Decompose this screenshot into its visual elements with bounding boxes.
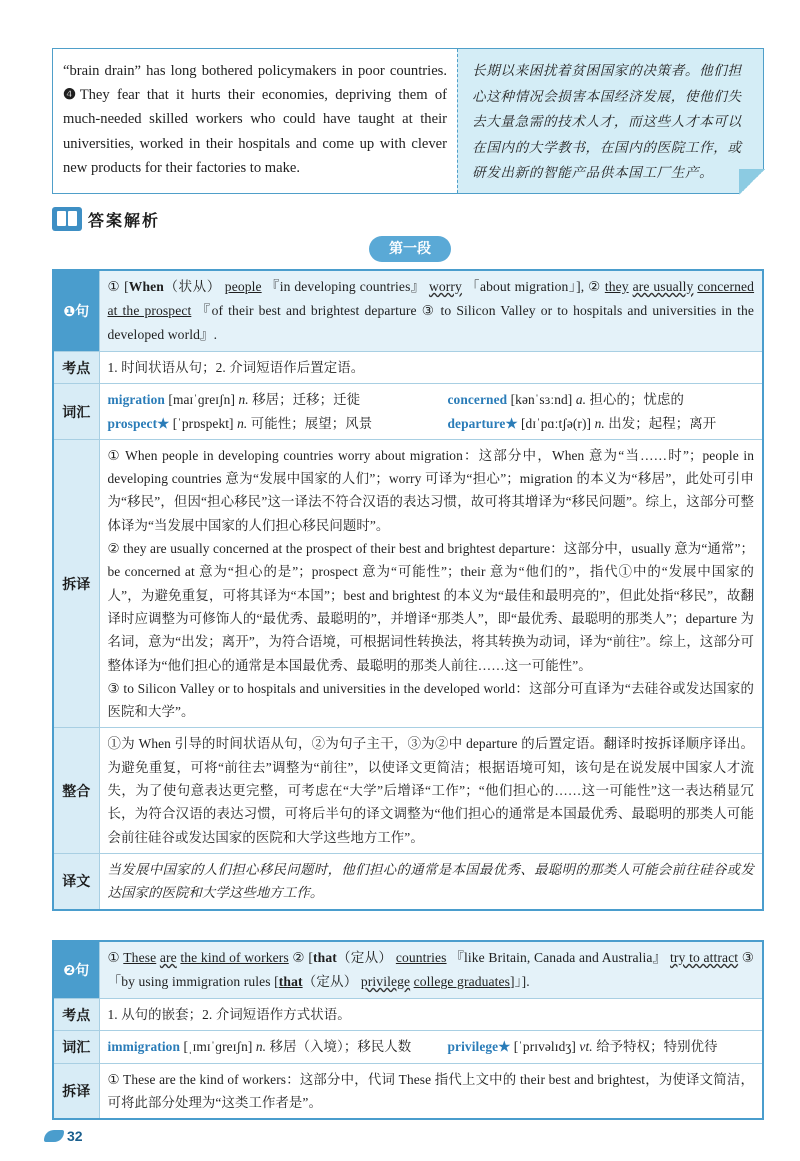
prep-object: at the prospect — [107, 303, 192, 318]
passage-box — [52, 48, 764, 194]
passage-en-rest: They fear that it hurts their economies, depriving them of much-needed skilled workers who could have taught at their universities, worked in their hospitals and come up with clever new products for their factories to make. — [63, 87, 447, 176]
vocab-pos: n. — [594, 415, 605, 431]
chaiyi-part-1: ① These are the kind of workers：这部分中，代词 These 指代上文中的 their best and brightest，为使译文简洁，可将此部分处理为“这类工作者是”。 — [99, 1063, 763, 1119]
section-header — [52, 206, 160, 232]
attributive-phrase: 『in developing countries』 — [265, 279, 426, 294]
table-row — [53, 941, 763, 999]
bracket-text: ③「by using immigration rules [ — [107, 950, 755, 989]
vocab-word: immigration — [107, 1039, 181, 1055]
vocab-word: prospect — [107, 415, 158, 431]
vocab-entry — [108, 1035, 448, 1058]
vocab-phonetic: [maɪˈɡreɪʃn] — [168, 392, 236, 408]
sentence-1-structure — [99, 270, 763, 352]
subject-these: These — [123, 950, 157, 965]
vocab-phonetic: [ˈprɪvəlɪdʒ] — [513, 1039, 576, 1055]
table-row — [53, 270, 763, 352]
prep-phrase: 「about migration」 — [465, 279, 577, 294]
chaiyi-label: 拆译 — [53, 1063, 99, 1119]
verb-are: are usually — [632, 279, 694, 294]
table-row — [53, 352, 763, 384]
kaodian-text: 1. 从句的嵌套；2. 介词短语作方式状语。 — [99, 999, 763, 1031]
vocab-pos: n. — [237, 415, 248, 431]
vocab-entry — [108, 388, 448, 411]
chaiyi-part-1: ① When people in developing countries worry about migration：这部分中，When 意为“当……时”；people in developing countries 意为“发展中国家的人们”；worry 可译为“担心”；migration 的本义为“移居”，此处可引申为“移民”，但因“担心移民”这一译法不符合汉语的表达习惯，故可将其增译为“移民问题”。综上，这部分可整体译为“当发展中国家的人们担心移民问题时”。 — [107, 447, 754, 533]
table-row — [53, 999, 763, 1031]
passage-chinese — [457, 49, 763, 193]
table-row — [53, 853, 763, 909]
chaiyi-part-2: ② they are usually concerned at the prospect of their best and brightest departure：这部分中，usually 意为“通常”；be concerned at 意为“担心的是”；prospect 意为“可能性”；their 意为“他们的”，指代①中的“发展中国家的人”，为避免重复，可将其译为“本国”；best and brightest 的本义为“最佳和最明亮的”，但此处指“移民”，故翻译时应调整为可修饰人的“最优秀、最聪明的”，并增译“那类人”，即“最优秀、最聪明的那类人”；departure 为名词，意为“出发；离开”，为符合语境，可根据词性转换法，将其转换为动词，译为“前往”。综上，这部分可整体译为“他们担心的通常是本国最优秀、最聪明的那类人前往……这一可能性”。 — [107, 541, 754, 673]
vocab-def: 给予特权；特别优待 — [596, 1039, 718, 1055]
star-icon: ★ — [157, 415, 170, 431]
vocab-pos: n. — [238, 392, 249, 408]
star-icon: ★ — [505, 415, 518, 431]
page-fold-decoration — [739, 169, 765, 195]
star-icon: ★ — [498, 1039, 511, 1055]
subject-countries: countries — [395, 950, 447, 965]
vocab-row — [108, 412, 755, 435]
predicative-concerned: concerned — [697, 279, 755, 294]
vocab-entry — [108, 412, 448, 435]
kaodian-label: 考点 — [53, 999, 99, 1031]
table-row — [53, 1031, 763, 1063]
verb-try: try to attract — [670, 950, 739, 965]
bracket-text: ]」]. — [510, 974, 530, 989]
vocab-entry — [448, 388, 684, 411]
section-title: 答案解析 — [88, 210, 161, 230]
attributive-phrase: 『like Britain, Canada and Australia』 — [450, 950, 667, 965]
vocab-row — [108, 388, 755, 411]
subject-people: people — [224, 279, 262, 294]
page-number-text: 32 — [67, 1128, 83, 1144]
table-row — [53, 384, 763, 440]
chaiyi-label: 拆译 — [53, 439, 99, 728]
sentence-2-structure — [99, 941, 763, 999]
object-graduates: college graduates — [413, 974, 511, 989]
vocab-word: departure — [447, 415, 506, 431]
bracket-text: ], ② — [576, 279, 601, 294]
vocab-label: 词汇 — [53, 1031, 99, 1063]
predicative: the kind of workers — [180, 950, 289, 965]
vocab-pos: n. — [255, 1039, 267, 1055]
vocab-def: 担心的；忧虑的 — [589, 392, 684, 408]
vocab-phonetic: [ˈprɒspekt] — [172, 415, 234, 431]
period: . — [213, 327, 218, 342]
vocab-phonetic: [ˌɪmɪˈɡreɪʃn] — [183, 1039, 253, 1055]
vocab-def: 移居；迁移；迁徙 — [252, 392, 361, 408]
chaiyi-cell — [99, 439, 763, 728]
marker: ① — [107, 950, 120, 965]
conjunction-when: When — [128, 279, 164, 294]
sentence-2-label: ❷句 — [53, 941, 99, 999]
vocab-def: 可能性；展望；风景 — [250, 415, 373, 431]
zhenghe-text: ①为 When 引导的时间状语从句，②为句子主干，③为②中 departure 的后置定语。翻译时按拆译顺序译出。为避免重复，可将“前往去”调整为“前往”，以使译文更简洁；根据语境可知，该句是在说发展中国家人才流失，为了使句意表达更完整，可考虑在“大学”后增译“工作”；“他们担心的……这一可能性”这一表达稍显冗长，为符合汉语的表达习惯，可将后半句的译文调整为“他们担心的通常是本国最优秀、最聪明的那类人可能会前往硅谷或发达国家的医院和大学这些地方工作”。 — [99, 728, 763, 853]
table-row — [53, 1063, 763, 1119]
sentence-2-analysis-table — [52, 940, 764, 1120]
page-number — [44, 1128, 83, 1144]
vocab-word: privilege — [447, 1039, 499, 1055]
subject-they: they — [604, 279, 629, 294]
vocab-cell — [99, 384, 763, 440]
vocab-row — [108, 1035, 755, 1058]
vocab-label: 词汇 — [53, 384, 99, 440]
zhenghe-label: 整合 — [53, 728, 99, 853]
paragraph-label: 第一段 — [369, 236, 451, 262]
chaiyi-part-3: ③ to Silicon Valley or to hospitals and universities in the developed world：这部分可直译为“去硅谷或发达国家的医院和大学”。 — [107, 680, 754, 720]
vocab-pos: a. — [575, 392, 587, 408]
vocab-phonetic: [kənˈsɜːnd] — [510, 392, 573, 408]
clause-tag: （状从） — [163, 279, 221, 294]
vocab-entry — [448, 412, 717, 435]
verb-privilege: privilege — [360, 974, 411, 989]
vocab-cell — [99, 1031, 763, 1063]
kaodian-label: 考点 — [53, 352, 99, 384]
yiwen-label: 译文 — [53, 853, 99, 909]
table-row — [53, 728, 763, 853]
vocab-word: migration — [107, 392, 165, 408]
sentence-1-label: ❶句 — [53, 270, 99, 352]
leaf-icon — [44, 1130, 64, 1142]
yiwen-text: 当发展中国家的人们担心移民问题时，他们担心的通常是本国最优秀、最聪明的那类人可能会前往硅谷或发达国家的医院和大学这些地方工作。 — [99, 853, 763, 909]
vocab-pos: vt. — [579, 1039, 593, 1055]
passage-english — [53, 49, 457, 193]
relative-that: that — [313, 950, 337, 965]
bracket-text: ① [ — [107, 279, 129, 294]
kaodian-text: 1. 时间状语从句；2. 介词短语作后置定语。 — [99, 352, 763, 384]
vocab-entry — [448, 1035, 718, 1058]
passage-cn-text: 长期以来困扰着贫困国家的决策者。他们担心这种情况会损害本国经济发展，使他们失去大量急需的技术人才，而这些人才本可以在国内的大学教书，在国内的医院工作，或研发出新的智能产品供本国工厂生产。 — [472, 63, 742, 181]
table-row — [53, 439, 763, 728]
verb-are: are — [159, 950, 177, 965]
passage-en-line1: “brain drain” has long bothered policymakers in poor countries. — [63, 63, 447, 79]
sentence-1-analysis-table — [52, 269, 764, 911]
vocab-word: concerned — [447, 392, 508, 408]
clause-tag: （定从） — [302, 974, 358, 989]
bracket-text: ② [ — [292, 950, 314, 965]
clause-tag: （定从） — [336, 950, 393, 965]
book-icon — [52, 207, 82, 231]
verb-worry: worry — [428, 279, 462, 294]
attributive-phrase: 『of their best and brightest departure ③ to Silicon Valley or to hospitals and universities in the developed world』 — [107, 303, 754, 342]
relative-that: that — [278, 974, 303, 989]
vocab-def: 移居（入境）；移民人数 — [269, 1039, 412, 1055]
vocab-phonetic: [dɪˈpɑːtʃə(r)] — [521, 415, 592, 431]
vocab-def: 出发；起程；离开 — [608, 415, 717, 431]
sentence-number-badge: ❹ — [63, 87, 80, 104]
